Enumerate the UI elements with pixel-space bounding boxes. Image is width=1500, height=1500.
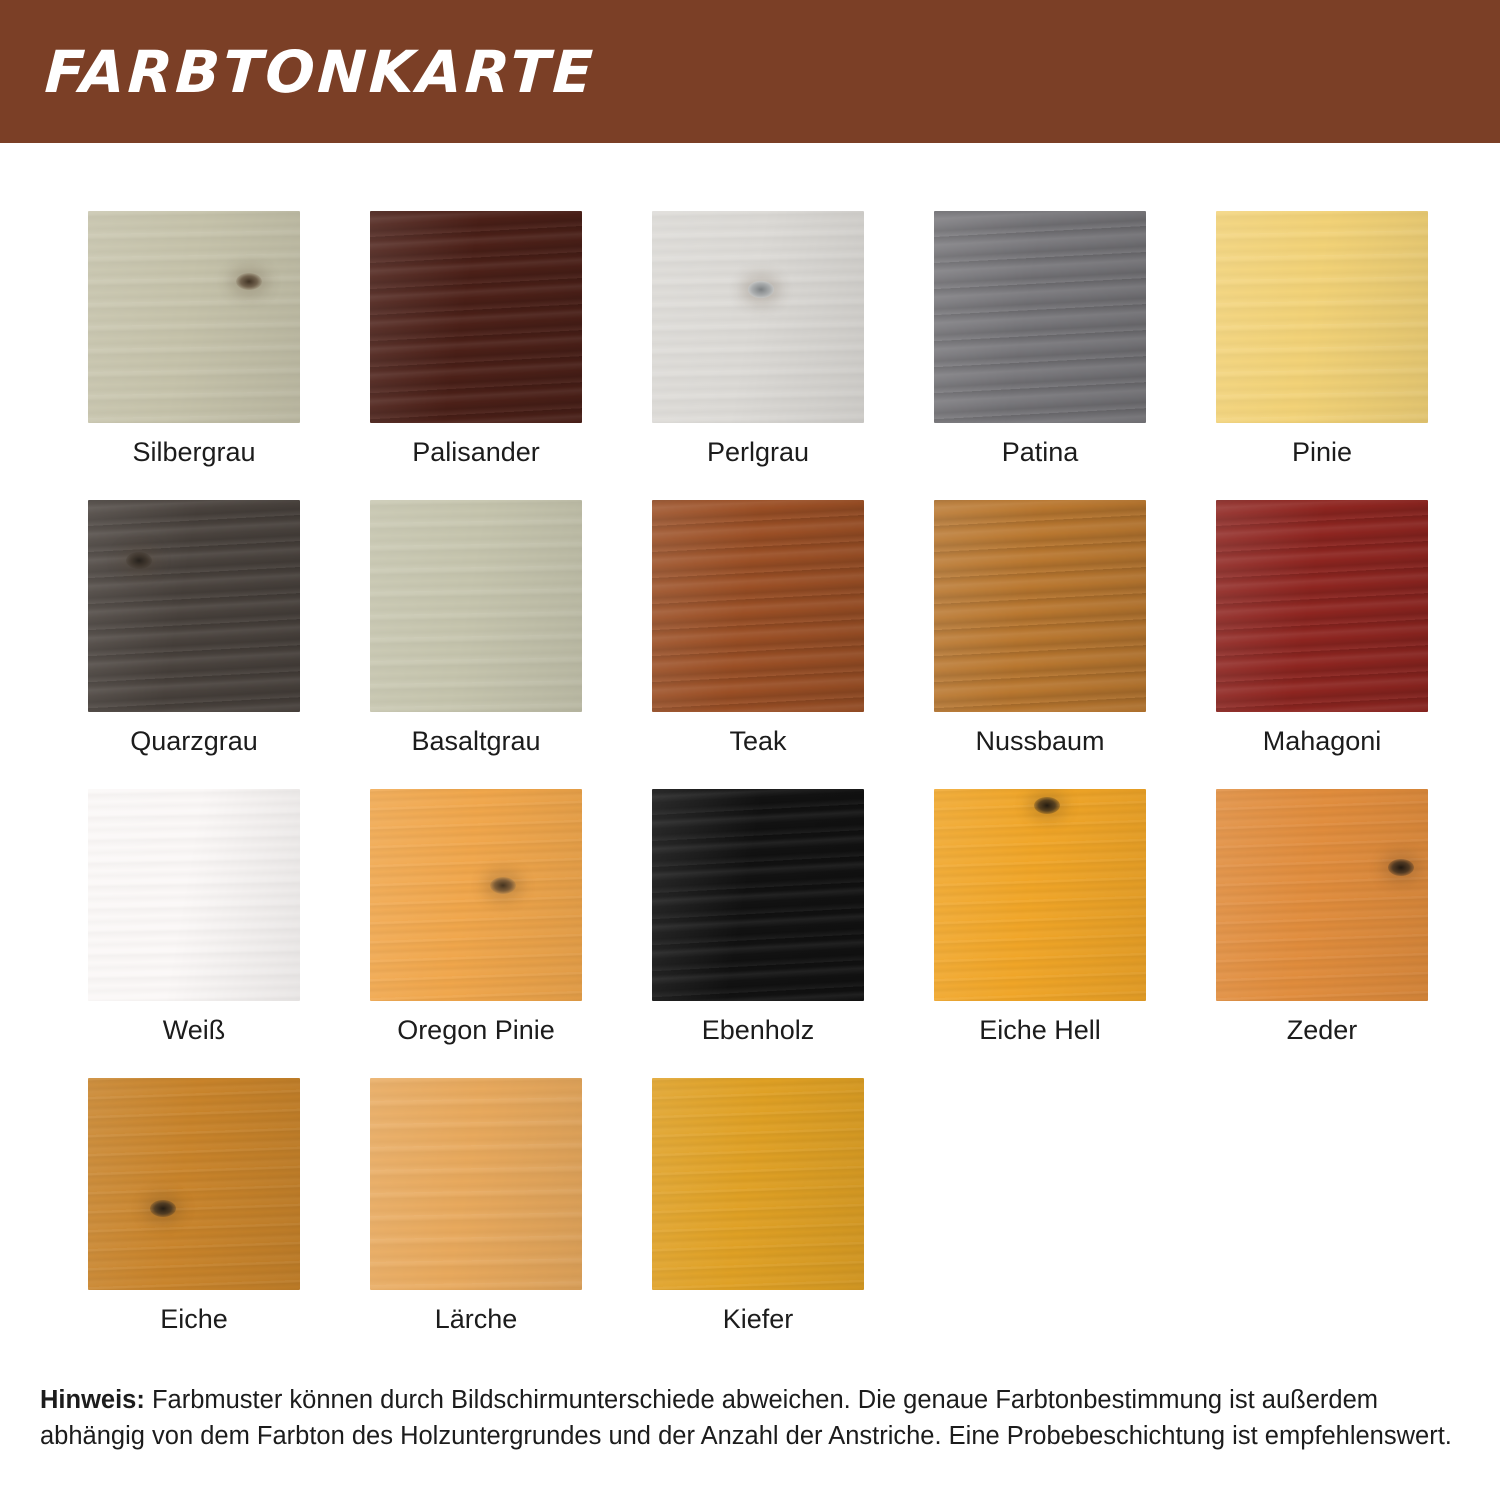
- swatch-sheen: [934, 500, 1146, 712]
- wood-grain-texture: [652, 789, 864, 1001]
- color-swatch[interactable]: [370, 500, 582, 712]
- wood-grain-texture: [652, 500, 864, 712]
- swatch-sheen: [934, 789, 1146, 1001]
- swatch-cell: [370, 789, 582, 1056]
- color-swatch[interactable]: [370, 789, 582, 1001]
- wood-grain-texture: [370, 1078, 582, 1290]
- color-swatch[interactable]: [934, 500, 1146, 712]
- swatch-cell: [652, 789, 864, 1056]
- swatch-cell: [934, 789, 1146, 1056]
- swatch-label: Quarzgrau: [130, 726, 258, 756]
- swatch-label: Kiefer: [722, 1304, 794, 1334]
- wood-grain-texture: [652, 1078, 864, 1290]
- swatch-sheen: [370, 500, 582, 712]
- swatch-sheen: [370, 1078, 582, 1290]
- swatch-label: Eiche Hell: [979, 1015, 1101, 1045]
- swatch-cell: [1216, 500, 1428, 767]
- swatch-label: Oregon Pinie: [397, 1015, 555, 1045]
- swatch-sheen: [88, 1078, 300, 1290]
- swatch-label: Weiß: [162, 1015, 226, 1045]
- swatch-label: Basaltgrau: [411, 726, 541, 756]
- wood-knot: [150, 1200, 176, 1217]
- swatch-cell: [652, 500, 864, 767]
- swatch-sheen: [88, 789, 300, 1001]
- color-swatch[interactable]: [370, 211, 582, 423]
- color-swatch[interactable]: [1216, 211, 1428, 423]
- swatch-cell: [934, 211, 1146, 478]
- swatch-label: Patina: [1001, 437, 1079, 467]
- swatch-sheen: [1216, 500, 1428, 712]
- swatch-sheen: [370, 211, 582, 423]
- wood-grain-texture: [88, 211, 300, 423]
- swatch-label: Eiche: [160, 1304, 228, 1334]
- swatch-label: Palisander: [412, 437, 540, 467]
- swatch-sheen: [652, 1078, 864, 1290]
- wood-grain-texture: [88, 789, 300, 1001]
- footer-note-label: Hinweis:: [40, 1385, 145, 1414]
- swatch-cell: [370, 500, 582, 767]
- swatch-label: Ebenholz: [701, 1015, 815, 1045]
- swatch-sheen: [88, 500, 300, 712]
- swatch-cell: [1216, 211, 1428, 478]
- swatch-cell: [370, 1078, 582, 1345]
- color-swatch[interactable]: [652, 1078, 864, 1290]
- swatch-cell: [370, 211, 582, 478]
- wood-grain-texture: [1216, 789, 1428, 1001]
- swatch-cell: [88, 789, 300, 1056]
- page-header: [0, 0, 1500, 143]
- wood-grain-texture: [934, 789, 1146, 1001]
- swatch-cell: [88, 500, 300, 767]
- swatch-cell: [1216, 789, 1428, 1056]
- swatch-label: Perlgrau: [706, 437, 810, 467]
- footer-note: [0, 1382, 1500, 1454]
- color-swatch-grid: [0, 143, 1500, 1345]
- swatch-cell: [652, 211, 864, 478]
- page-title: FARBTONKARTE: [43, 37, 598, 106]
- color-swatch[interactable]: [652, 500, 864, 712]
- swatch-label: Silbergrau: [132, 437, 256, 467]
- color-swatch[interactable]: [934, 211, 1146, 423]
- wood-knot: [748, 281, 774, 298]
- color-swatch[interactable]: [88, 1078, 300, 1290]
- swatch-label: Nussbaum: [975, 726, 1105, 756]
- color-swatch[interactable]: [652, 211, 864, 423]
- footer-note-body: Farbmuster können durch Bildschirmunterschiede abweichen. Die genaue Farbtonbestimmung ist außerdem abhängig von dem Farbton des Holzuntergrundes und der Anzahl der Anstriche. Eine Probebeschichtung ist empfehlenswert.: [40, 1385, 1452, 1450]
- swatch-sheen: [934, 211, 1146, 423]
- swatch-cell: [652, 1078, 864, 1345]
- swatch-sheen: [652, 789, 864, 1001]
- swatch-label: Pinie: [1291, 437, 1353, 467]
- swatch-sheen: [1216, 211, 1428, 423]
- wood-knot: [1388, 859, 1414, 876]
- wood-knot: [490, 877, 516, 894]
- wood-grain-texture: [934, 211, 1146, 423]
- swatch-cell: [88, 211, 300, 478]
- footer-note-text: [40, 1382, 1460, 1454]
- wood-knot: [126, 552, 152, 569]
- swatch-label: Mahagoni: [1262, 726, 1382, 756]
- swatch-label: Lärche: [434, 1304, 518, 1334]
- swatch-label: Zeder: [1286, 1015, 1358, 1045]
- color-swatch[interactable]: [652, 789, 864, 1001]
- wood-grain-texture: [1216, 500, 1428, 712]
- wood-grain-texture: [370, 789, 582, 1001]
- swatch-label: Teak: [729, 726, 787, 756]
- wood-grain-texture: [88, 1078, 300, 1290]
- swatch-sheen: [652, 211, 864, 423]
- wood-grain-texture: [1216, 211, 1428, 423]
- color-swatch[interactable]: [370, 1078, 582, 1290]
- color-swatch[interactable]: [88, 789, 300, 1001]
- color-swatch[interactable]: [88, 500, 300, 712]
- wood-grain-texture: [652, 211, 864, 423]
- wood-knot: [1034, 797, 1060, 814]
- swatch-cell: [88, 1078, 300, 1345]
- swatch-cell: [934, 500, 1146, 767]
- wood-grain-texture: [88, 500, 300, 712]
- color-swatch[interactable]: [1216, 500, 1428, 712]
- swatch-sheen: [652, 500, 864, 712]
- wood-grain-texture: [370, 500, 582, 712]
- color-swatch[interactable]: [934, 789, 1146, 1001]
- swatch-sheen: [370, 789, 582, 1001]
- swatch-sheen: [1216, 789, 1428, 1001]
- wood-grain-texture: [370, 211, 582, 423]
- color-swatch[interactable]: [1216, 789, 1428, 1001]
- color-swatch[interactable]: [88, 211, 300, 423]
- swatch-sheen: [88, 211, 300, 423]
- wood-knot: [236, 273, 262, 290]
- wood-grain-texture: [934, 500, 1146, 712]
